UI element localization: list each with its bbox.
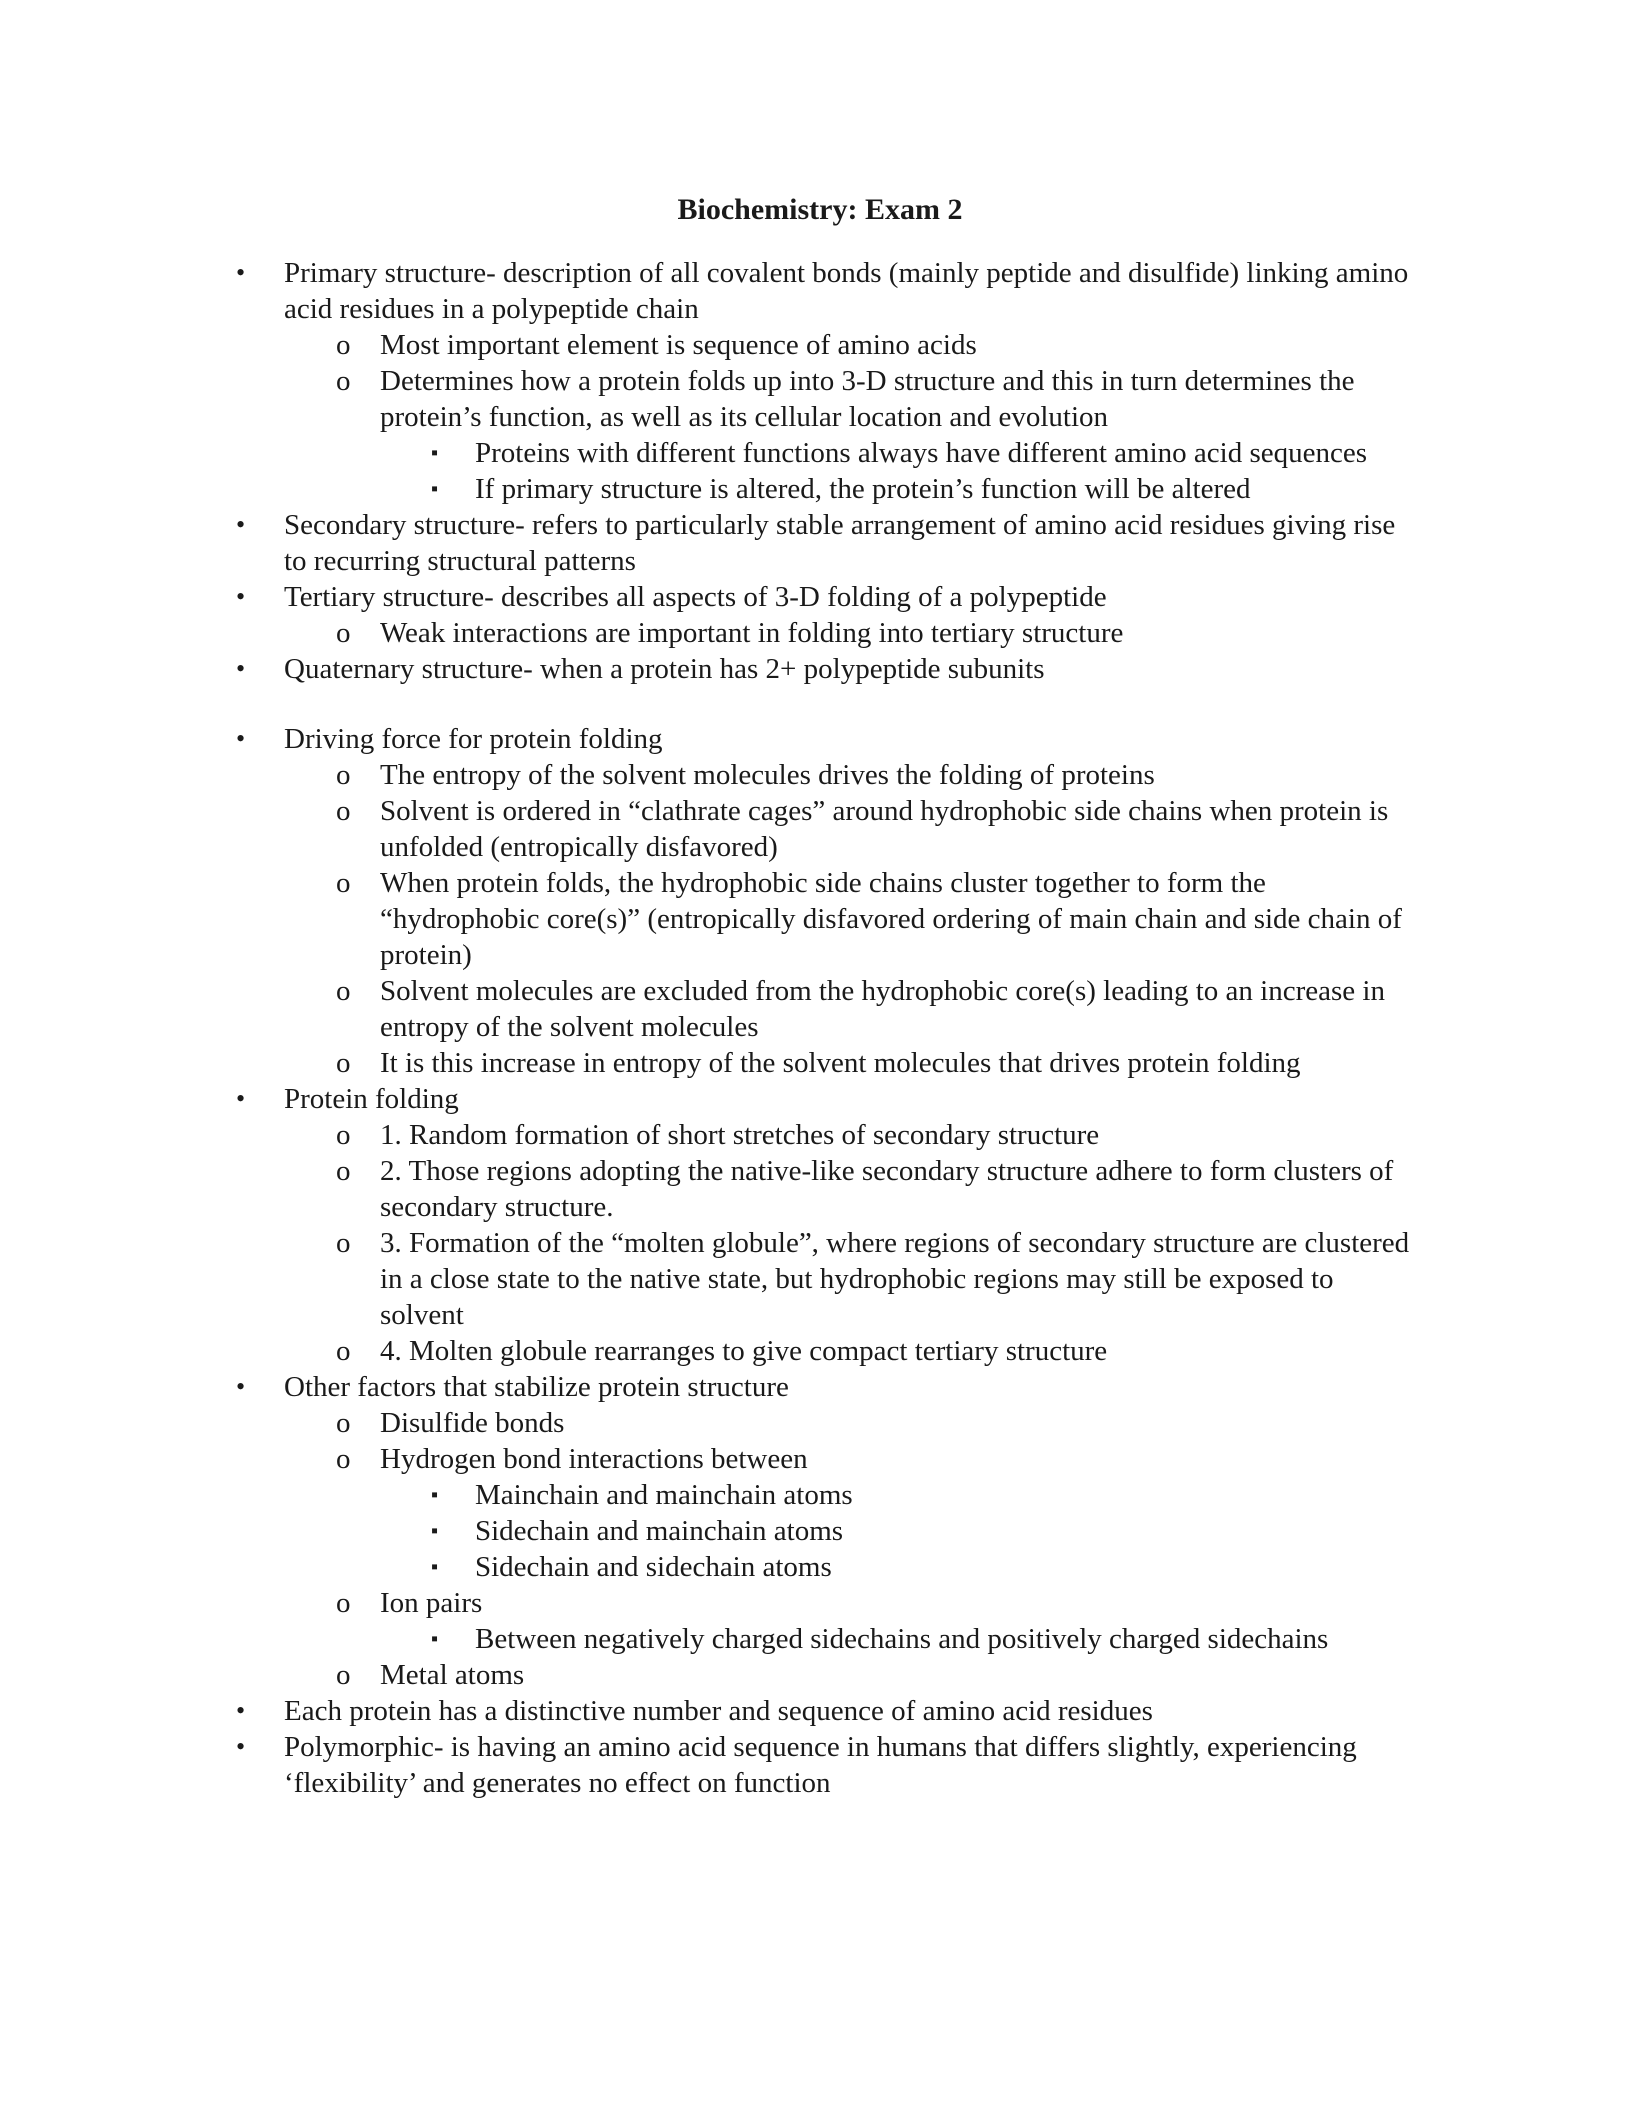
list-item-text: When protein folds, the hydrophobic side chains cluster together to form the “hydrophobic core(s)” (entropically disfavored ordering of main chain and side chain of protein) <box>380 867 1402 971</box>
list-item-text: Quaternary structure- when a protein has 2+ polypeptide subunits <box>284 653 1045 685</box>
list-marker: • <box>236 510 246 539</box>
list-item-text: Each protein has a distinctive number and sequence of amino acid residues <box>284 1695 1153 1727</box>
blank-line <box>0 687 1640 721</box>
list-item-text: Most important element is sequence of amino acids <box>380 329 977 361</box>
list-item <box>0 651 1640 687</box>
list-item <box>0 1585 1640 1621</box>
list-item <box>0 1153 1640 1225</box>
list-item <box>0 1477 1640 1513</box>
list-item-text: Proteins with different functions always have different amino acid sequences <box>475 437 1368 469</box>
list-item <box>0 1621 1640 1657</box>
list-marker: ▪ <box>431 478 439 500</box>
list-item <box>0 1693 1640 1729</box>
list-marker: o <box>336 1407 351 1439</box>
list-item <box>0 865 1640 973</box>
list-marker: • <box>236 1084 246 1113</box>
list-item-text: Secondary structure- refers to particularly stable arrangement of amino acid residues giving rise to recurring structural patterns <box>284 509 1396 577</box>
list-marker: • <box>236 654 246 683</box>
list-item <box>0 363 1640 435</box>
list-item-text: Determines how a protein folds up into 3-D structure and this in turn determines the protein’s function, as well as its cellular location and evolution <box>380 365 1355 433</box>
list-item-text: Driving force for protein folding <box>284 723 663 755</box>
list-marker: ▪ <box>431 1556 439 1578</box>
page-title: Biochemistry: Exam 2 <box>677 193 963 226</box>
list-item-text: Protein folding <box>284 1083 459 1115</box>
list-marker: o <box>336 1587 351 1619</box>
list-marker: o <box>336 1227 351 1259</box>
list-item-text: Primary structure- description of all covalent bonds (mainly peptide and disulfide) linking amino acid residues in a polypeptide chain <box>284 257 1409 325</box>
list-item-text: 4. Molten globule rearranges to give compact tertiary structure <box>380 1335 1108 1367</box>
list-item <box>0 1369 1640 1405</box>
list-item <box>0 1081 1640 1117</box>
list-item <box>0 1549 1640 1585</box>
list-marker: ▪ <box>431 1520 439 1542</box>
list-marker: • <box>236 1732 246 1761</box>
list-item <box>0 1729 1640 1801</box>
list-item <box>0 471 1640 507</box>
list-item <box>0 1441 1640 1477</box>
list-item-text: Between negatively charged sidechains and positively charged sidechains <box>475 1623 1329 1655</box>
list-marker: ▪ <box>431 1628 439 1650</box>
list-item-text: 3. Formation of the “molten globule”, where regions of secondary structure are clustered in a close state to the native state, but hydrophobic regions may still be exposed to solvent <box>380 1227 1410 1331</box>
list-item <box>0 1513 1640 1549</box>
list-item <box>0 327 1640 363</box>
list-item <box>0 1657 1640 1693</box>
list-marker: • <box>236 724 246 753</box>
list-marker: • <box>236 1372 246 1401</box>
list-item <box>0 579 1640 615</box>
list-marker: o <box>336 759 351 791</box>
outline-list <box>0 255 1640 1801</box>
list-marker: o <box>336 365 351 397</box>
list-item-text: Solvent is ordered in “clathrate cages” around hydrophobic side chains when protein is unfolded (entropically disfavored) <box>380 795 1389 863</box>
list-item-text: If primary structure is altered, the protein’s function will be altered <box>475 473 1251 505</box>
list-marker: • <box>236 258 246 287</box>
list-item-text: Solvent molecules are excluded from the hydrophobic core(s) leading to an increase in entropy of the solvent molecules <box>380 975 1385 1043</box>
list-item-text: 2. Those regions adopting the native-like secondary structure adhere to form clusters of secondary structure. <box>380 1155 1394 1223</box>
list-item-text: Mainchain and mainchain atoms <box>475 1479 853 1511</box>
list-marker: o <box>336 617 351 649</box>
list-marker: o <box>336 1119 351 1151</box>
list-marker: o <box>336 1155 351 1187</box>
list-item-text: Metal atoms <box>380 1659 525 1691</box>
list-marker: o <box>336 1047 351 1079</box>
list-marker: ▪ <box>431 442 439 464</box>
list-item <box>0 1045 1640 1081</box>
list-item <box>0 435 1640 471</box>
list-item <box>0 1405 1640 1441</box>
list-marker: o <box>336 795 351 827</box>
list-item-text: Sidechain and mainchain atoms <box>475 1515 844 1547</box>
list-marker: o <box>336 1335 351 1367</box>
list-item-text: Disulfide bonds <box>380 1407 565 1439</box>
list-item-text: Hydrogen bond interactions between <box>380 1443 808 1475</box>
list-marker: • <box>236 1696 246 1725</box>
list-marker: o <box>336 867 351 899</box>
list-item <box>0 1333 1640 1369</box>
list-item <box>0 1225 1640 1333</box>
list-item-text: It is this increase in entropy of the solvent molecules that drives protein folding <box>380 1047 1301 1079</box>
list-item <box>0 1117 1640 1153</box>
list-item <box>0 757 1640 793</box>
list-marker: o <box>336 1659 351 1691</box>
list-item <box>0 793 1640 865</box>
list-marker: o <box>336 1443 351 1475</box>
list-marker: • <box>236 582 246 611</box>
list-item <box>0 615 1640 651</box>
list-item <box>0 255 1640 327</box>
list-marker: o <box>336 329 351 361</box>
list-item <box>0 973 1640 1045</box>
list-item-text: 1. Random formation of short stretches of secondary structure <box>380 1119 1100 1151</box>
list-item-text: Other factors that stabilize protein structure <box>284 1371 789 1403</box>
list-item-text: Sidechain and sidechain atoms <box>475 1551 832 1583</box>
list-item-text: Tertiary structure- describes all aspects of 3-D folding of a polypeptide <box>284 581 1107 613</box>
list-item-text: Weak interactions are important in folding into tertiary structure <box>380 617 1124 649</box>
list-marker: ▪ <box>431 1484 439 1506</box>
list-item <box>0 507 1640 579</box>
list-marker: o <box>336 975 351 1007</box>
list-item-text: Polymorphic- is having an amino acid sequence in humans that differs slightly, experiencing ‘flexibility’ and generates no effect on function <box>284 1731 1357 1799</box>
list-item-text: The entropy of the solvent molecules drives the folding of proteins <box>380 759 1155 791</box>
list-item <box>0 721 1640 757</box>
list-item-text: Ion pairs <box>380 1587 483 1619</box>
